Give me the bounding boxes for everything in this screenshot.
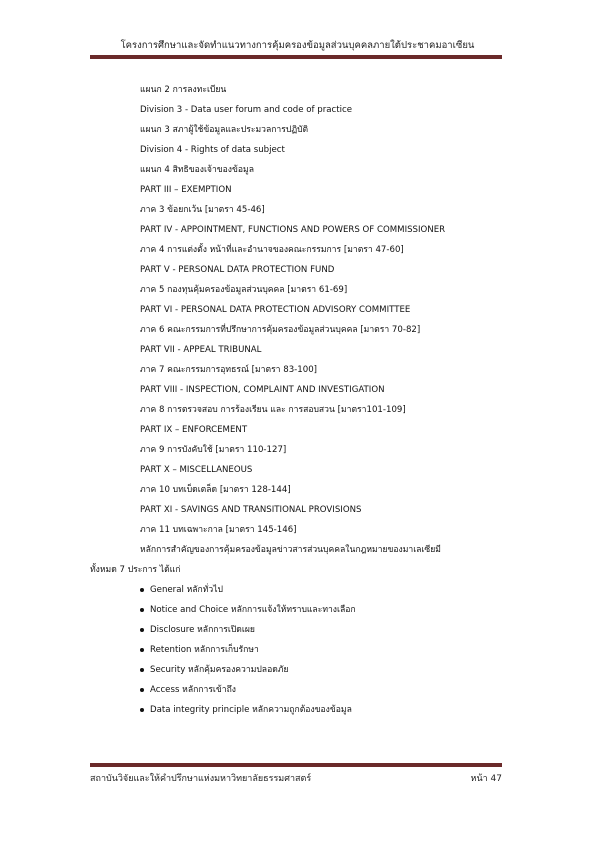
header-divider — [90, 55, 502, 59]
list-item — [140, 580, 520, 600]
toc-line: Division 3 - Data user forum and code of practice — [140, 105, 353, 115]
list-item — [140, 640, 520, 660]
toc-line: ภาค 3 ข้อยกเว้น [มาตรา 45-46] — [140, 205, 265, 215]
bullet-icon — [140, 708, 144, 712]
toc-line: แผนก 3 สภาผู้ใช้ข้อมูลและประมวลการปฏิบัติ — [140, 125, 309, 135]
toc-line: ภาค 5 กองทุนคุ้มครองข้อมูลส่วนบุคคล [มาตรา 61-69] — [140, 285, 348, 295]
toc-line: PART V - PERSONAL DATA PROTECTION FUND — [140, 265, 335, 275]
toc-line: PART IX – ENFORCEMENT — [140, 425, 248, 435]
toc-line: ภาค 11 บทเฉพาะกาล [มาตรา 145-146] — [140, 525, 297, 535]
bullet-icon — [140, 668, 144, 672]
toc-line: ภาค 4 การแต่งตั้ง หน้าที่และอำนาจของคณะกรรมการ [มาตรา 47-60] — [140, 245, 404, 255]
toc-line: ภาค 7 คณะกรรมการอุทธรณ์ [มาตรา 83-100] — [140, 365, 318, 375]
toc-line: PART VII - APPEAL TRIBUNAL — [140, 345, 262, 355]
bullet-icon — [140, 648, 144, 652]
toc-line: ภาค 6 คณะกรรมการที่ปรึกษาการคุ้มครองข้อมูลส่วนบุคคล [มาตรา 70-82] — [140, 325, 421, 335]
list-item-text: General หลักทั่วไป — [150, 585, 224, 595]
list-item-text: Security หลักคุ้มครองความปลอดภัย — [150, 665, 289, 675]
list-item — [140, 700, 520, 720]
paragraph-line: ทั้งหมด 7 ประการ ได้แก่ — [90, 565, 181, 575]
toc-line: แผนก 4 สิทธิของเจ้าของข้อมูล — [140, 165, 254, 175]
list-item — [140, 600, 520, 620]
list-item-text: Access หลักการเข้าถึง — [150, 685, 236, 695]
principles-list — [140, 580, 520, 720]
list-item — [140, 660, 520, 680]
table-of-contents — [140, 80, 540, 540]
list-item-text: Disclosure หลักการเปิดเผย — [150, 625, 255, 635]
page-number: หน้า 47 — [470, 774, 502, 784]
principles-paragraph — [90, 540, 510, 580]
toc-line: Division 4 - Rights of data subject — [140, 145, 285, 155]
paragraph-line: หลักการสำคัญของการคุ้มครองข้อมูลข่าวสารส่วนบุคคลในกฎหมายของมาเลเซียมี — [140, 545, 441, 555]
toc-line: แผนก 2 การลงทะเบียน — [140, 85, 227, 95]
footer-institution: สถาบันวิจัยและให้คำปรึกษาแห่งมหาวิทยาลัยธรรมศาสตร์ — [90, 774, 312, 784]
bullet-icon — [140, 588, 144, 592]
list-item-text: Data integrity principle หลักความถูกต้องของข้อมูล — [150, 705, 352, 715]
toc-line: PART X – MISCELLANEOUS — [140, 465, 253, 475]
toc-line: ภาค 8 การตรวจสอบ การร้องเรียน และ การสอบสวน [มาตรา101-109] — [140, 405, 406, 415]
toc-line: PART VIII - INSPECTION, COMPLAINT AND INVESTIGATION — [140, 385, 385, 395]
header-title: โครงการศึกษาและจัดทำแนวทางการคุ้มครองข้อมูลส่วนบุคคลภายใต้ประชาคมอาเซียน — [120, 40, 475, 51]
footer-divider — [90, 763, 502, 767]
toc-line: PART XI - SAVINGS AND TRANSITIONAL PROVISIONS — [140, 505, 362, 515]
list-item — [140, 680, 520, 700]
bullet-icon — [140, 688, 144, 692]
toc-line: PART VI - PERSONAL DATA PROTECTION ADVISORY COMMITTEE — [140, 305, 411, 315]
toc-line: PART IV - APPOINTMENT, FUNCTIONS AND POWERS OF COMMISSIONER — [140, 225, 446, 235]
bullet-icon — [140, 608, 144, 612]
toc-line: ภาค 9 การบังคับใช้ [มาตรา 110-127] — [140, 445, 287, 455]
toc-line: PART III – EXEMPTION — [140, 185, 232, 195]
list-item-text: Notice and Choice หลักการแจ้งให้ทราบและทางเลือก — [150, 605, 356, 615]
list-item — [140, 620, 520, 640]
bullet-icon — [140, 628, 144, 632]
toc-line: ภาค 10 บทเบ็ดเตล็ด [มาตรา 128-144] — [140, 485, 291, 495]
list-item-text: Retention หลักการเก็บรักษา — [150, 645, 259, 655]
